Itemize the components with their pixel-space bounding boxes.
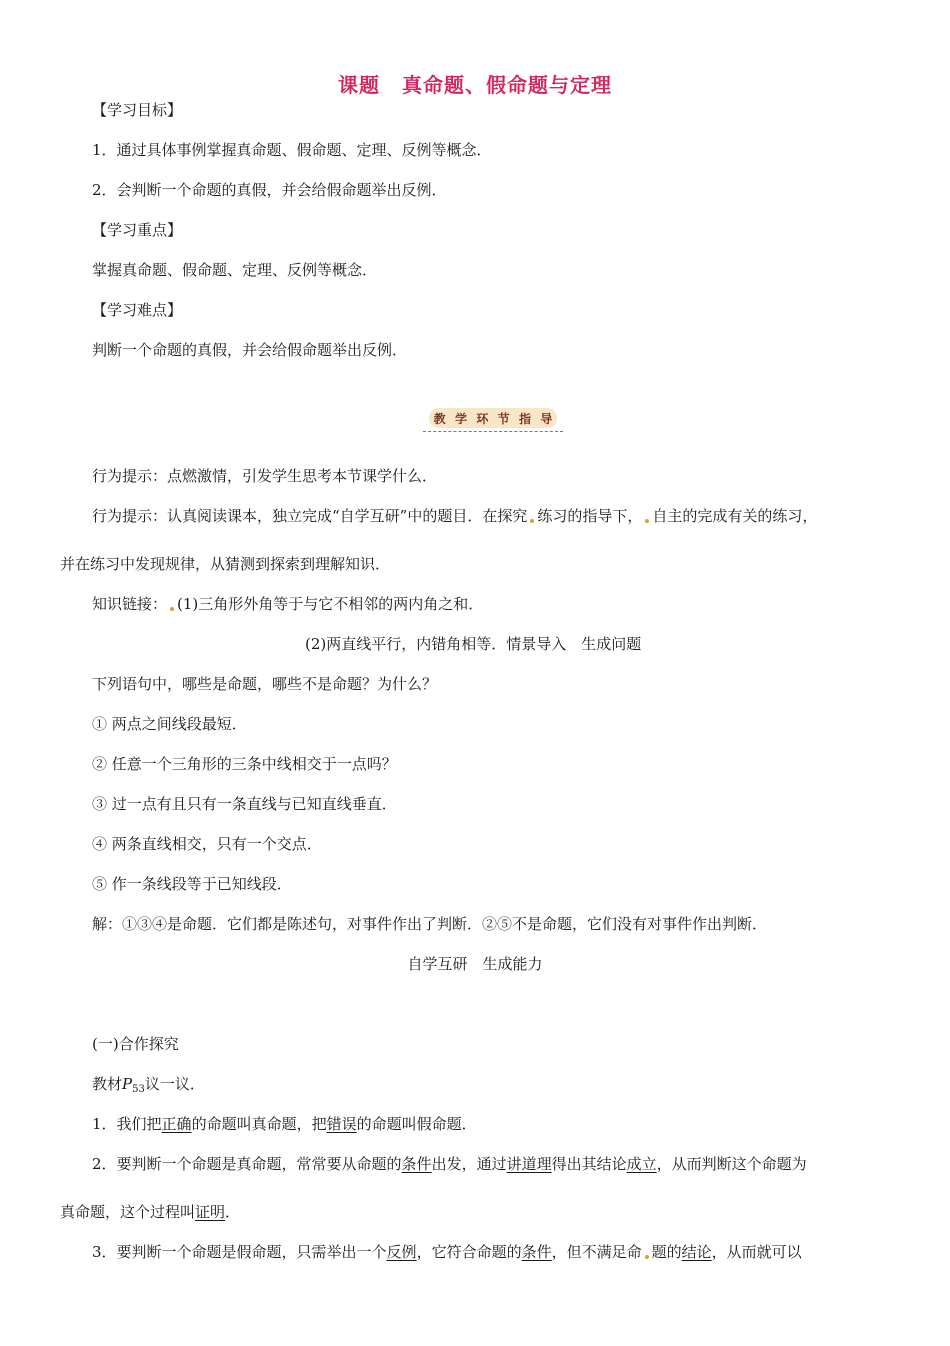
difficulty-text: 判断一个命题的真假，并会给假命题举出反例． bbox=[92, 341, 408, 359]
answer-blank: 证明 bbox=[195, 1203, 226, 1221]
list-item: ① 两点之间线段最短． bbox=[92, 715, 247, 733]
list-item: ⑤ 作一条线段等于已知线段． bbox=[92, 875, 292, 893]
goal-item-2: 2．会判断一个命题的真假，并会给假命题举出反例． bbox=[92, 181, 447, 199]
banner-char: 学 bbox=[454, 411, 467, 426]
definition-1: 1．我们把正确的命题叫真命题，把错误的命题叫假命题． bbox=[92, 1115, 477, 1133]
key-points-header: 【学习重点】 bbox=[92, 221, 183, 239]
question-text: 下列语句中，哪些是命题，哪些不是命题？为什么？ bbox=[92, 675, 438, 693]
answer-blank: 反例 bbox=[386, 1243, 417, 1261]
mark-dot-icon bbox=[530, 519, 534, 523]
list-item: ③ 过一点有且只有一条直线与已知直线垂直． bbox=[92, 795, 397, 813]
banner-char: 教 bbox=[433, 411, 446, 426]
answer-blank: 成立 bbox=[626, 1155, 657, 1173]
goal-item-1: 1．通过具体事例掌握真命题、假命题、定理、反例等概念． bbox=[92, 141, 492, 159]
textbook-ref: 教材$P_{53}$议一议． bbox=[92, 1075, 205, 1095]
mark-dot-icon bbox=[170, 607, 174, 611]
answer-blank: 结论 bbox=[681, 1243, 712, 1261]
key-points-text: 掌握真命题、假命题、定理、反例等概念． bbox=[92, 261, 378, 279]
goals-header: 【学习目标】 bbox=[92, 101, 183, 119]
banner-char: 环 bbox=[476, 411, 489, 426]
definition-2-cont: 真命题，这个过程叫证明． bbox=[60, 1203, 241, 1221]
answer-blank: 条件 bbox=[401, 1155, 432, 1173]
answer-blank: 条件 bbox=[521, 1243, 552, 1261]
cooperative-header: (一)合作探究 bbox=[92, 1035, 179, 1053]
page-title: 课题 真命题、假命题与定理 bbox=[338, 73, 612, 97]
knowledge-link: 知识链接： (1)三角形外角等于与它不相邻的两内角之和． bbox=[92, 595, 484, 613]
answer-blank: 讲道理 bbox=[506, 1155, 552, 1173]
answer-blank: 错误 bbox=[326, 1115, 357, 1133]
knowledge-link-2: (2)两直线平行，内错角相等．情景导入 生成问题 bbox=[305, 635, 642, 653]
behavior-hint-2: 行为提示：认真阅读课本，独立完成“自学互研”中的题目．在探究 练习的指导下， 自主的完成有关的练习， bbox=[92, 507, 818, 525]
banner-char: 指 bbox=[518, 411, 531, 426]
banner-char: 节 bbox=[497, 411, 510, 426]
teaching-guide-banner bbox=[423, 402, 563, 434]
difficulty-header: 【学习难点】 bbox=[92, 301, 183, 319]
banner-char: 导 bbox=[540, 411, 553, 426]
definition-3: 3．要判断一个命题是假命题，只需举出一个反例，它符合命题的条件，但不满足命 题的结论，从而就可以 bbox=[92, 1243, 802, 1261]
mark-dot-icon bbox=[645, 1255, 649, 1259]
behavior-hint-2-cont: 并在练习中发现规律，从猜测到探索到理解知识． bbox=[60, 555, 391, 573]
answer-blank: 正确 bbox=[161, 1115, 192, 1133]
mark-dot-icon bbox=[645, 519, 649, 523]
definition-2: 2．要判断一个命题是真命题，常常要从命题的条件出发，通过讲道理得出其结论成立，从而判断这个命题为 bbox=[92, 1155, 807, 1173]
list-item: ② 任意一个三角形的三条中线相交于一点吗？ bbox=[92, 755, 397, 773]
section-title: 自学互研 生成能力 bbox=[407, 955, 543, 973]
behavior-hint-1: 行为提示：点燃激情，引发学生思考本节课学什么． bbox=[92, 467, 438, 485]
solution-text: 解：①③④是命题．它们都是陈述句，对事件作出了判断．②⑤不是命题，它们没有对事件作出判断． bbox=[92, 915, 768, 933]
list-item: ④ 两条直线相交，只有一个交点． bbox=[92, 835, 322, 853]
